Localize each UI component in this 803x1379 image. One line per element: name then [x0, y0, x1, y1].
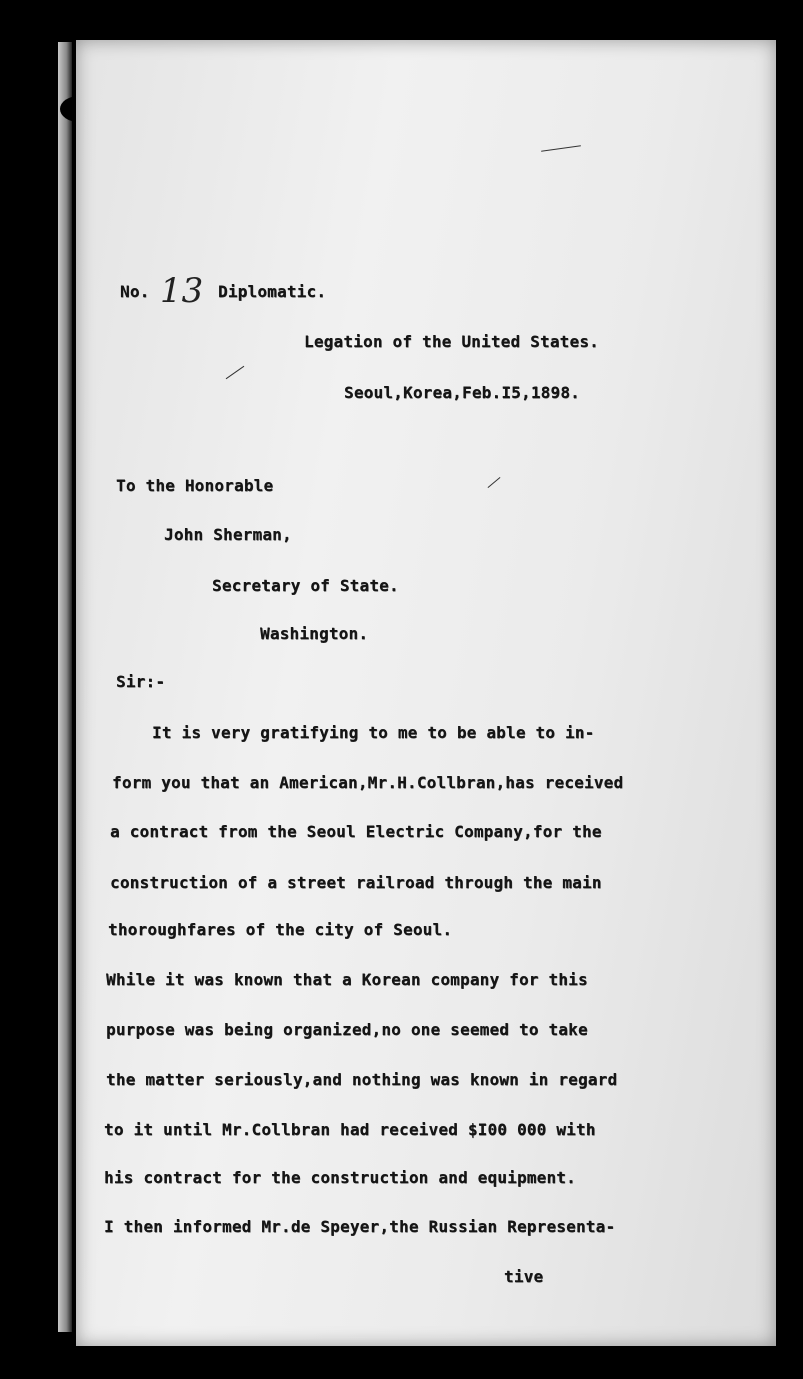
stray-mark — [226, 366, 245, 379]
body-line: construction of a street railroad through the main — [110, 873, 602, 892]
legation-heading: Legation of the United States. — [304, 332, 599, 351]
body-line: his contract for the construction and equipment. — [104, 1168, 576, 1187]
stray-mark — [541, 145, 581, 152]
body-line: I then informed Mr.de Speyer,the Russian Representa- — [104, 1217, 616, 1236]
letter-page — [76, 40, 776, 1346]
body-line: to it until Mr.Collbran had received $I00 000 with — [104, 1120, 596, 1139]
document-number-label: No. — [120, 282, 150, 301]
salutation: Sir:- — [116, 672, 166, 691]
body-line: a contract from the Seoul Electric Company,for the — [110, 822, 602, 841]
body-line: It is very gratifying to me to be able to in- — [152, 723, 595, 742]
addressee-name: John Sherman, — [164, 525, 292, 544]
body-line: form you that an American,Mr.H.Collbran,has received — [112, 773, 624, 792]
film-edge — [58, 42, 72, 1332]
body-line: the matter seriously,and nothing was known in regard — [106, 1070, 618, 1089]
body-line: While it was known that a Korean company for this — [106, 970, 588, 989]
body-line: purpose was being organized,no one seemed to take — [106, 1020, 588, 1039]
addressee-title: Secretary of State. — [212, 576, 399, 595]
check-mark — [488, 477, 501, 488]
place-date: Seoul,Korea,Feb.I5,1898. — [344, 383, 580, 402]
handwritten-document-number: 13 — [160, 271, 204, 311]
catchword: tive — [504, 1267, 544, 1286]
classification: Diplomatic. — [218, 282, 327, 301]
body-line: thoroughfares of the city of Seoul. — [108, 920, 453, 939]
addressee-line-1: To the Honorable — [116, 476, 274, 495]
addressee-city: Washington. — [260, 624, 369, 643]
